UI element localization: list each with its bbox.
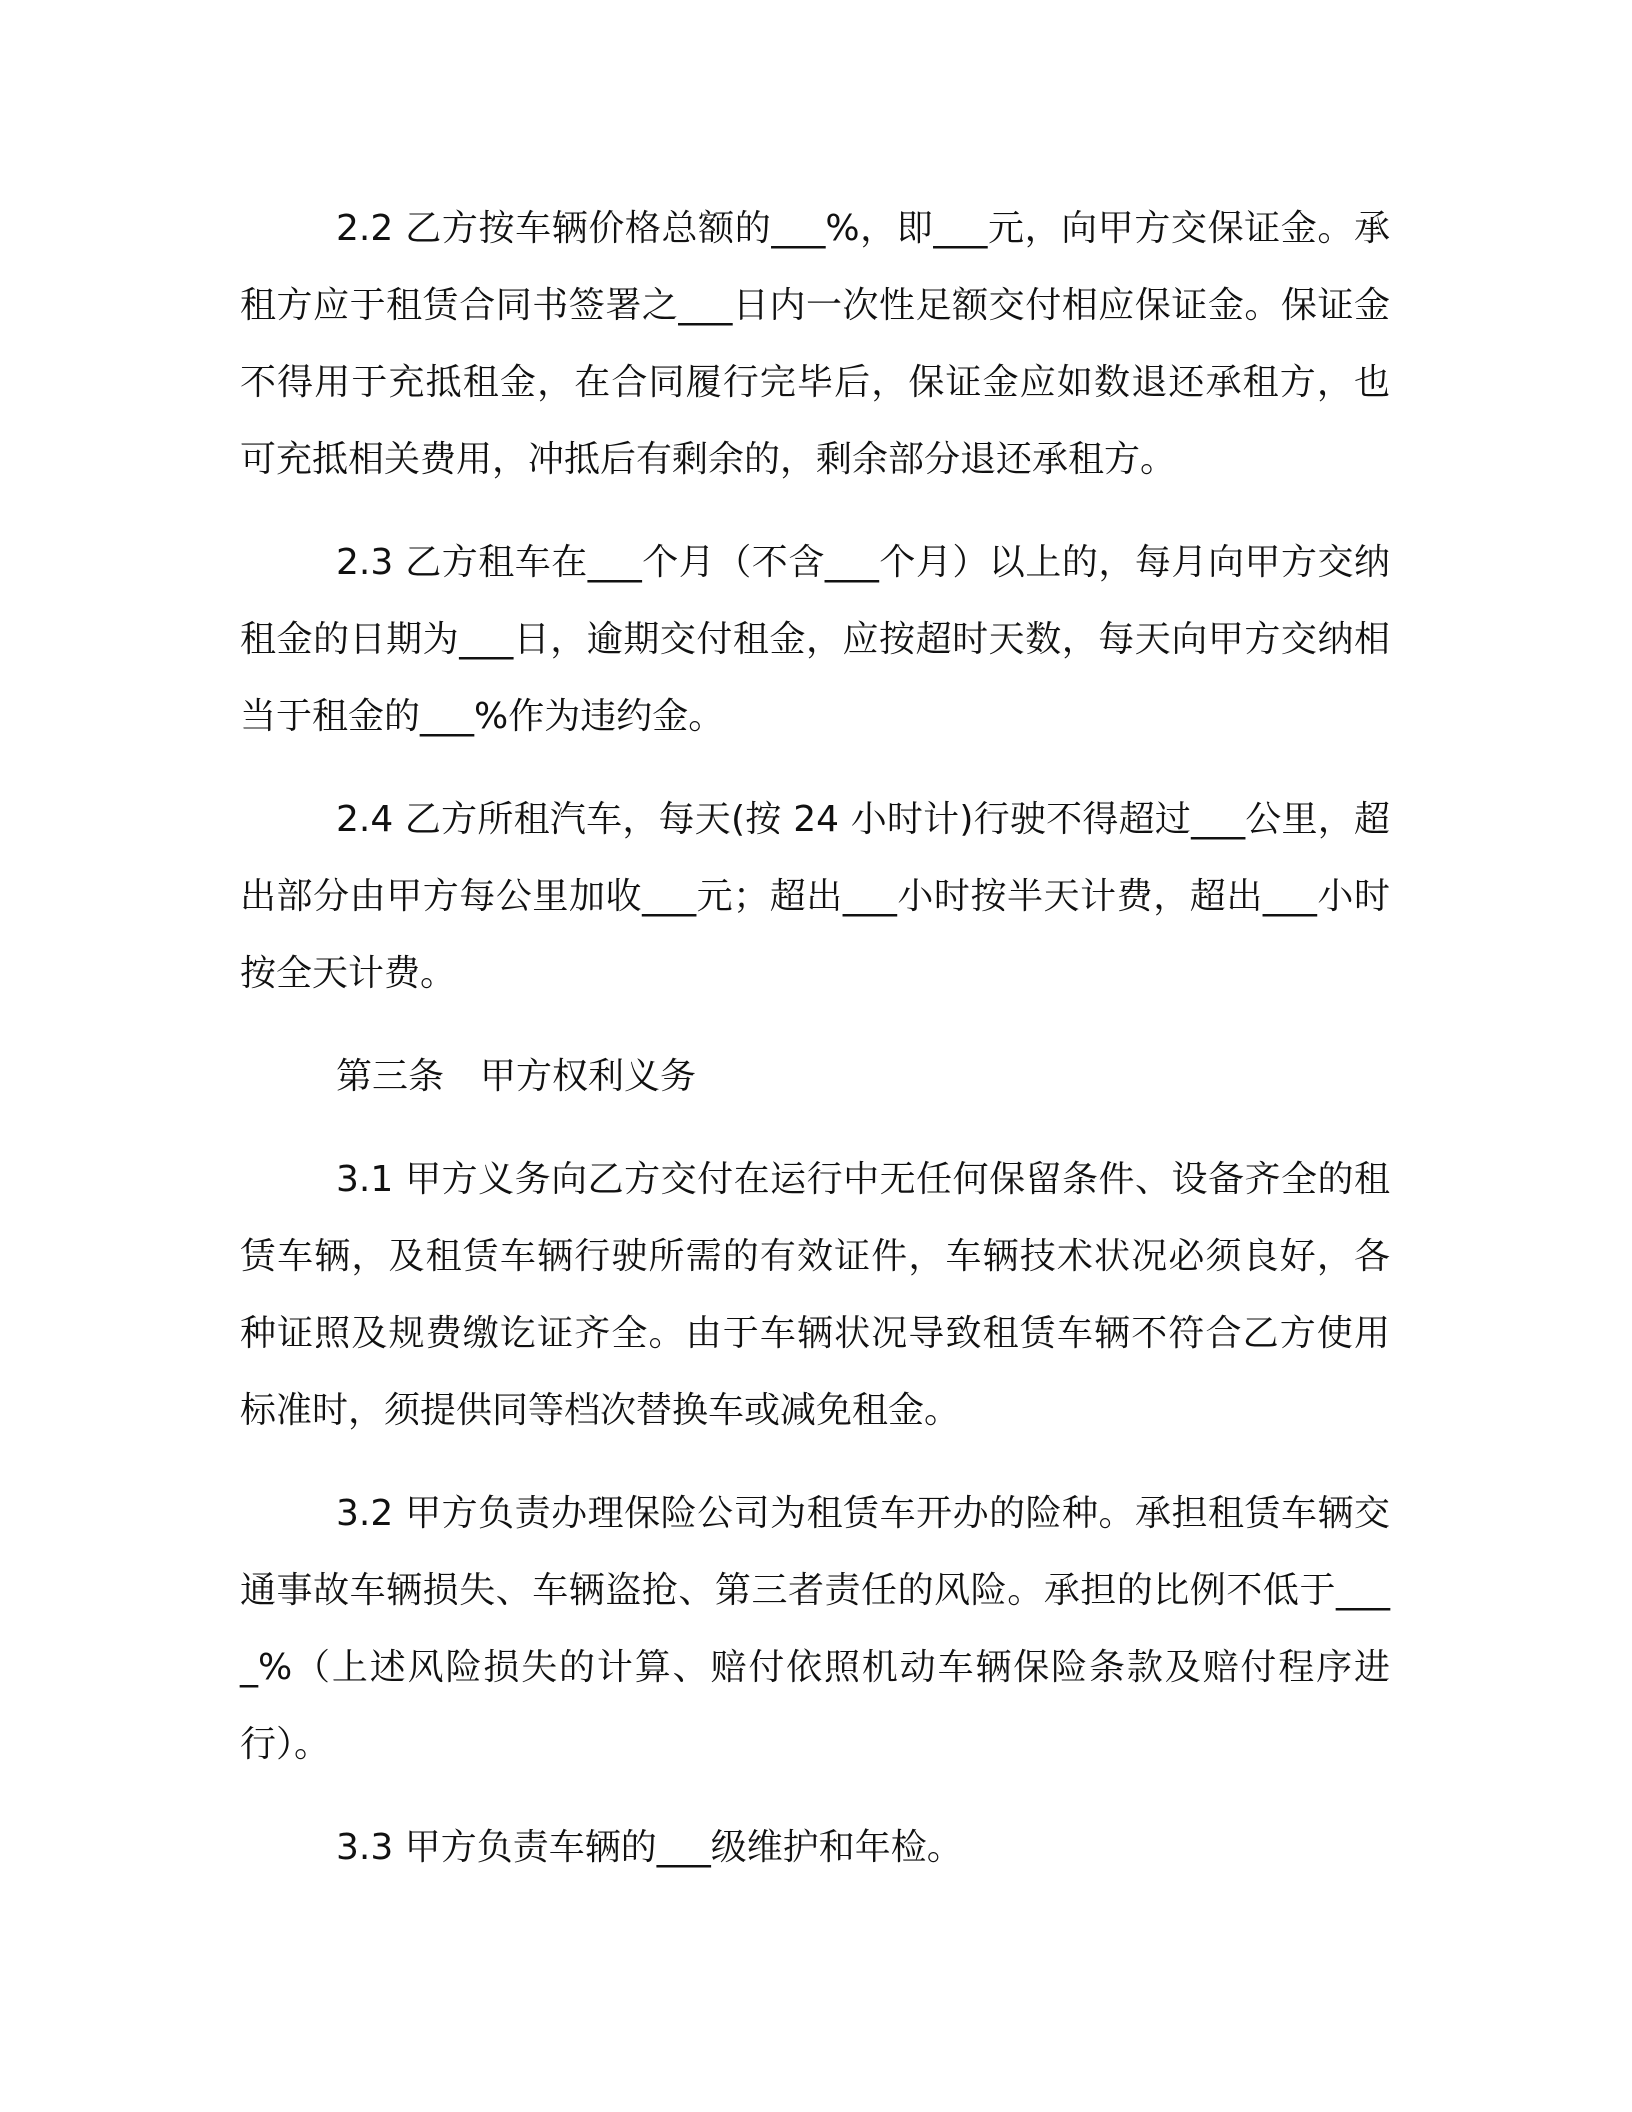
clause-3-2: 3.2 甲方负责办理保险公司为租赁车开办的险种。承担租赁车辆交通事故车辆损失、车辆盗抢、第三者责任的风险。承担的比例不低于____%（上述风险损失的计算、赔付依照机动车辆保险条款及赔付程序进行）。 bbox=[240, 1493, 1390, 1765]
clause-2-2: 2.2 乙方按车辆价格总额的___%，即___元，向甲方交保证金。承租方应于租赁合同书签署之___日内一次性足额交付相应保证金。保证金不得用于充抵租金，在合同履行完毕后，保证金应如数退还承租方，也可充抵相关费用，冲抵后有剩余的，剩余部分退还承租方。 bbox=[240, 208, 1390, 480]
document-page bbox=[240, 190, 1390, 1912]
clause-3-1: 3.1 甲方义务向乙方交付在运行中无任何保留条件、设备齐全的租赁车辆，及租赁车辆行驶所需的有效证件，车辆技术状况必须良好，各种证照及规费缴讫证齐全。由于车辆状况导致租赁车辆不符合乙方使用标准时，须提供同等档次替换车或减免租金。 bbox=[240, 1159, 1390, 1431]
section-heading-article-3: 第三条 甲方权利义务 bbox=[336, 1056, 697, 1097]
clause-3-3: 3.3 甲方负责车辆的___级维护和年检。 bbox=[336, 1827, 963, 1868]
clause-2-4: 2.4 乙方所租汽车，每天(按 24 小时计)行驶不得超过___公里，超出部分由甲方每公里加收___元；超出___小时按半天计费，超出___小时按全天计费。 bbox=[240, 799, 1390, 994]
clause-2-3: 2.3 乙方租车在___个月（不含___个月）以上的，每月向甲方交纳租金的日期为___日，逾期交付租金，应按超时天数，每天向甲方交纳相当于租金的___%作为违约金。 bbox=[240, 542, 1390, 737]
